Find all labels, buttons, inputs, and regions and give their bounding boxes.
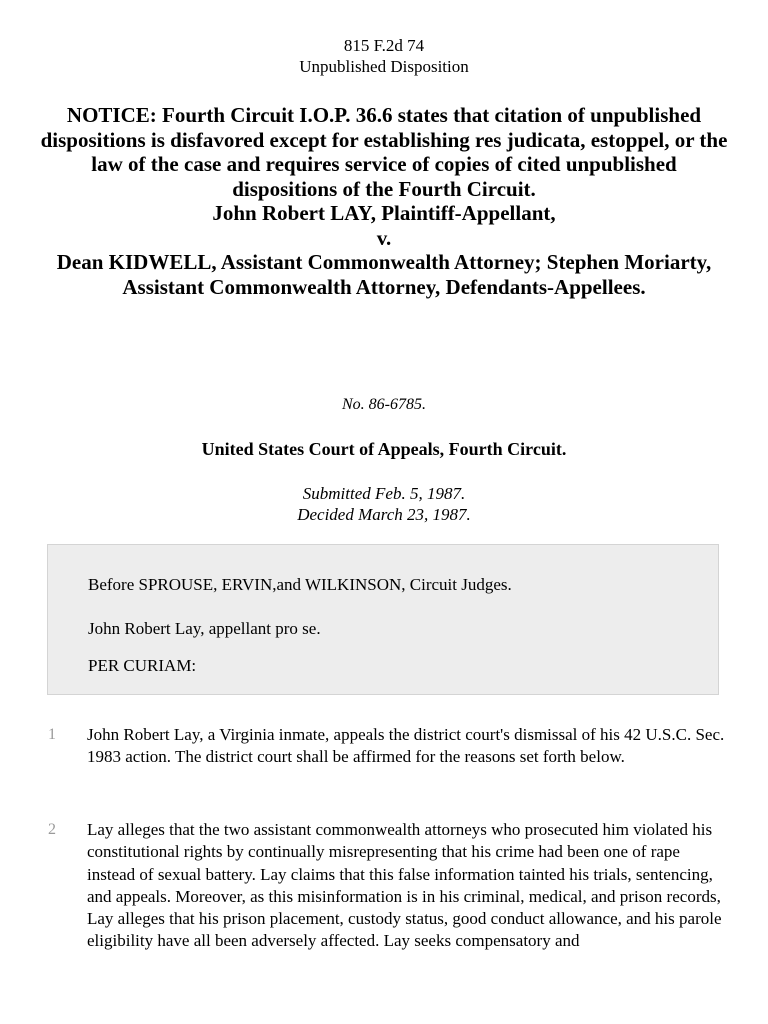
plaintiff-line: John Robert LAY, Plaintiff-Appellant,	[212, 201, 556, 225]
versus-line: v.	[376, 225, 392, 250]
disposition-label: Unpublished Disposition	[299, 57, 469, 76]
citation-notice: NOTICE: Fourth Circuit I.O.P. 36.6 states that citation of unpublished dispositions is disfavored except for establishing res judicata, estoppel, or the law of the case and requires service of copies of cited unpublished dispositions of the Fourth Circuit.	[40, 103, 728, 201]
per-curiam-label: PER CURIAM:	[88, 656, 197, 675]
counsel-line: John Robert Lay, appellant pro se.	[88, 619, 321, 638]
citation-header	[0, 35, 768, 77]
decision-dates	[0, 483, 768, 525]
paragraph-text: John Robert Lay, a Virginia inmate, appeals the district court's dismissal of his 42 U.S.C. Sec. 1983 action. The district court shall be affirmed for the reasons set forth below.	[87, 725, 725, 767]
reporter-citation: 815 F.2d 74	[343, 36, 425, 55]
case-caption	[40, 103, 728, 299]
paragraph-number: 2	[48, 821, 56, 838]
decided-date: Decided March 23, 1987.	[297, 505, 471, 524]
defendants-line: Dean KIDWELL, Assistant Commonwealth Attorney; Stephen Moriarty, Assistant Commonwealth Attorney, Defendants-Appellees.	[56, 250, 712, 299]
submitted-date: Submitted Feb. 5, 1987.	[302, 484, 466, 503]
judges-line: Before SPROUSE, ERVIN,and WILKINSON, Circuit Judges.	[88, 575, 512, 594]
paragraph-number: 1	[48, 726, 56, 743]
docket-number: No. 86-6785.	[342, 396, 426, 413]
paragraph-text: Lay alleges that the two assistant commonwealth attorneys who prosecuted him violated his constitutional rights by continually misrepresenting that his crime had been one of rape instead of sexual battery. Lay claims that this false information tainted his trials, sentencing, and appeals. Moreover, as this misinformation is in his criminal, medical, and prison records, Lay alleges that his prison placement, custody status, good conduct allowance, and his parole eligibility have all been adversely affected. Lay seeks compensatory and	[87, 820, 722, 951]
panel-box	[47, 544, 719, 695]
court-name: United States Court of Appeals, Fourth Circuit.	[201, 439, 567, 459]
